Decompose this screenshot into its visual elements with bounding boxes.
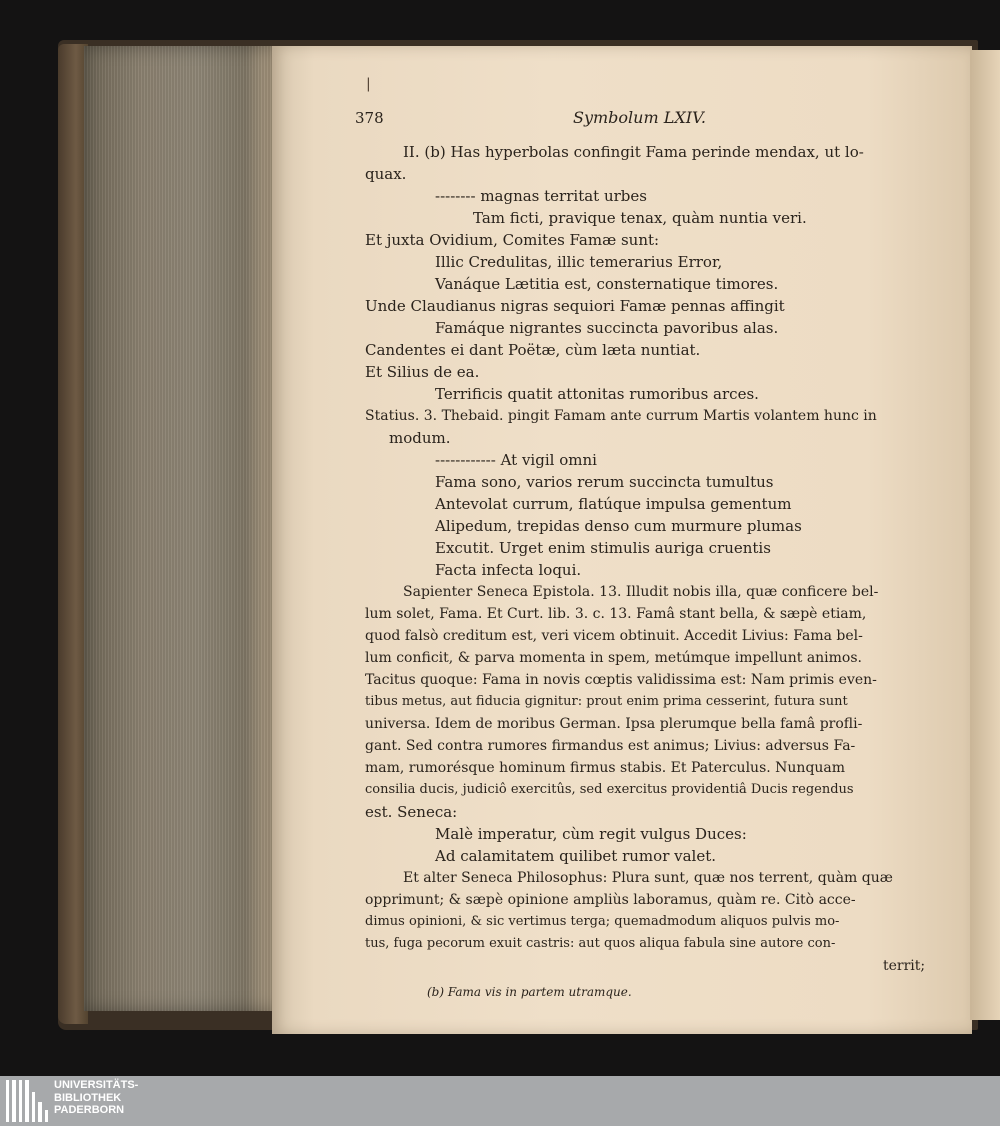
footnote: (b) Fama vis in partem utramque.: [427, 985, 632, 999]
verse-line: Facta infecta loqui.: [435, 561, 582, 579]
catchword: territ;: [883, 958, 926, 974]
text-line: opprimunt; & sæpè opinione ampliùs laboramus, quàm re. Citò acce-: [365, 892, 856, 908]
text-line: Et alter Seneca Philosophus: Plura sunt, quæ nos terrent, quàm quæ: [403, 870, 893, 886]
text-line: Tacitus quoque: Fama in novis cœptis validissima est: Nam primis even-: [365, 672, 877, 688]
text-line: tus, fuga pecorum exuit castris: aut quos aliqua fabula sine autore con-: [365, 936, 836, 951]
verse-line: Tam ficti, pravique tenax, quàm nuntia veri.: [473, 209, 807, 227]
verse-line: -------- magnas territat urbes: [435, 187, 647, 205]
verse-line: Terrificis quatit attonitas rumoribus arces.: [435, 385, 759, 403]
text-line: Candentes ei dant Poëtæ, cùm læta nuntiat.: [365, 341, 701, 359]
text-line: gant. Sed contra rumores firmandus est animus; Livius: adversus Fa-: [365, 738, 856, 754]
text-line: dimus opinioni, & sic vertimus terga; quemadmodum aliquos pulvis mo-: [365, 914, 840, 929]
text-line: Sapienter Seneca Epistola. 13. Illudit nobis illa, quæ conficere bel-: [403, 584, 879, 600]
text-line: lum solet, Fama. Et Curt. lib. 3. c. 13. Famâ stant bella, & sæpè etiam,: [365, 606, 867, 622]
verse-line: Malè imperatur, cùm regit vulgus Duces:: [435, 825, 747, 843]
text-line: lum conficit, & parva momenta in spem, metúmque impellunt animos.: [365, 650, 862, 666]
library-name-line1: UNIVERSITÄTS-: [54, 1079, 139, 1091]
text-line: Statius. 3. Thebaid. pingit Famam ante currum Martis volantem hunc in: [365, 408, 877, 424]
verse-line: Excutit. Urget enim stimulis auriga cruentis: [435, 539, 771, 557]
library-name-line2: BIBLIOTHEK: [54, 1091, 122, 1104]
library-name: [54, 1079, 138, 1117]
text-line: consilia ducis, judiciô exercitûs, sed exercitus providentiâ Ducis regendus: [365, 782, 854, 797]
text-line: modum.: [389, 429, 451, 447]
library-logo-icon: [6, 1080, 48, 1122]
verse-line: Alipedum, trepidas denso cum murmure plumas: [435, 517, 802, 535]
text-line: Et juxta Ovidium, Comites Famæ sunt:: [365, 231, 660, 249]
text-line: mam, rumorésque hominum firmus stabis. Et Paterculus. Nunquam: [365, 760, 846, 776]
verse-line: Antevolat currum, flatúque impulsa gementum: [435, 495, 792, 513]
text-line: II. (b) Has hyperbolas confingit Fama perinde mendax, ut lo-: [403, 143, 864, 161]
verse-line: Vanáque Lætitia est, consternatique timores.: [435, 275, 779, 293]
text-line: Et Silius de ea.: [365, 363, 480, 381]
pencil-mark: |: [366, 76, 371, 92]
verse-line: Ad calamitatem quilibet rumor valet.: [435, 847, 717, 865]
verse-line: Illic Credulitas, illic temerarius Error,: [435, 253, 723, 271]
text-line: quax.: [365, 165, 407, 183]
text-line: tibus metus, aut fiducia gignitur: prout enim prima cesserint, futura sunt: [365, 694, 848, 709]
verse-line: Famáque nigrantes succincta pavoribus alas.: [435, 319, 779, 337]
page-number: 378: [355, 109, 384, 127]
page-edges: [84, 46, 274, 1011]
verse-line: Fama sono, varios rerum succincta tumultus: [435, 473, 774, 491]
library-name-line3: PADERBORN: [54, 1104, 125, 1116]
verse-line: ------------ At vigil omni: [435, 451, 597, 469]
text-line: est. Seneca:: [365, 803, 458, 821]
text-line: Unde Claudianus nigras sequiori Famæ pennas affingit: [365, 297, 785, 315]
text-line: universa. Idem de moribus German. Ipsa plerumque bella famâ profli-: [365, 716, 863, 732]
right-page-edge: [970, 50, 1000, 1020]
text-line: quod falsò creditum est, veri vicem obtinuit. Accedit Livius: Fama bel-: [365, 628, 863, 644]
library-footer: [0, 1076, 1000, 1126]
running-header: Symbolum LXIV.: [573, 108, 706, 127]
